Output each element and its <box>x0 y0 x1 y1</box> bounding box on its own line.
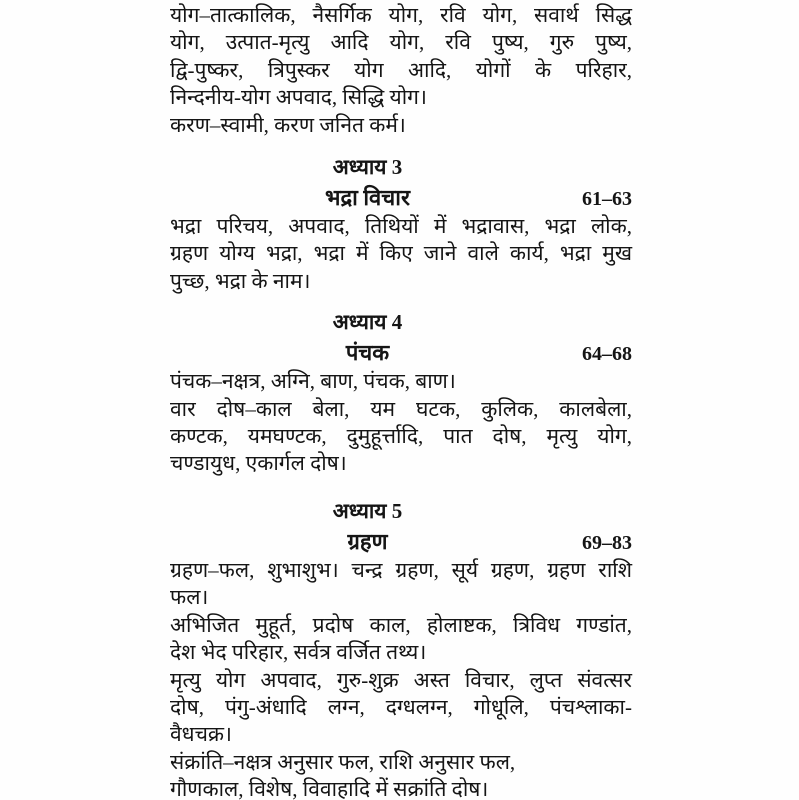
toc-line: अभिजित मुहूर्त, प्रदोष काल, होलाष्टक, त्रिविध गण्डांत, <box>170 612 632 637</box>
chapter-section-5 <box>170 498 632 800</box>
toc-line: करण–स्वामी, करण जनित कर्म। <box>170 112 406 137</box>
toc-line: वैधचक्र। <box>170 722 233 747</box>
toc-line: योग–तात्कालिक, नैसर्गिक योग, रवि योग, सवार्थ सिद्ध <box>170 3 632 27</box>
toc-line: कण्टक, यमघण्टक, दुमुहूर्त्तादि, पात दोष, मृत्यु योग, <box>170 424 632 449</box>
chapter-heading: अध्याय 5 <box>332 498 403 523</box>
chapter-heading: अध्याय 3 <box>332 155 403 180</box>
chapter-paragraph <box>170 213 632 295</box>
page-range: 64–68 <box>582 343 632 366</box>
toc-line: फल। <box>170 585 209 610</box>
toc-line: योग, उत्पात-मृत्यु आदि योग, रवि पुष्य, गुरु पुष्य, <box>170 30 632 55</box>
toc-line: भद्रा परिचय, अपवाद, तिथियों में भद्रावास, भद्रा लोक, <box>170 214 632 239</box>
chapter-section-3 <box>170 154 632 295</box>
chapter-paragraph <box>170 557 632 800</box>
toc-line: पंचक–नक्षत्र, अग्नि, बाण, पंचक, बाण। <box>170 369 456 394</box>
toc-line: चण्डायुध, एकार्गल दोष। <box>170 451 347 476</box>
toc-line: ग्रहण योग्य भद्रा, भद्रा में किए जाने वाले कार्य, भद्रा मुख <box>170 241 632 266</box>
page-range: 61–63 <box>582 188 632 211</box>
toc-line: मृत्यु योग अपवाद, गुरु-शुक्र अस्त विचार, लुप्त संवत्सर <box>170 667 632 692</box>
chapter-title: ग्रहण <box>347 528 388 554</box>
toc-line: निन्दनीय-योग अपवाद, सिद्धि योग। <box>170 85 427 110</box>
chapter-section-4 <box>170 309 632 478</box>
chapter-title: पंचक <box>345 340 390 366</box>
toc-line: दोष, पंगु-अंधादि लग्न, दग्धलग्न, गोधूलि, पंचश्लाका- <box>170 694 632 719</box>
toc-line: देश भेद परिहार, सर्वत्र वर्जित तथ्य। <box>170 640 427 665</box>
toc-line: गौणकाल, विशेष, विवाहादि में सक्रांति दोष। <box>170 777 489 800</box>
chapter-paragraph <box>170 368 632 478</box>
toc-line: ग्रहण–फल, शुभाशुभ। चन्द्र ग्रहण, सूर्य ग्रहण, ग्रहण राशि <box>170 557 632 582</box>
chapter-title: भद्रा विचार <box>325 185 410 211</box>
toc-line: पुच्छ, भद्रा के नाम। <box>170 268 311 293</box>
toc-line: वार दोष–काल बेला, यम घटक, कुलिक, कालबेला, <box>170 396 632 421</box>
chapter-heading: अध्याय 4 <box>332 310 403 335</box>
toc-line: संक्रांति–नक्षत्र अनुसार फल, राशि अनुसार फल, <box>170 749 516 774</box>
intro-paragraph <box>170 2 632 139</box>
page-range: 69–83 <box>582 531 632 554</box>
toc-line: द्वि-पुष्कर, त्रिपुस्कर योग आदि, योगों के परिहार, <box>170 57 632 82</box>
toc-content <box>170 2 632 800</box>
